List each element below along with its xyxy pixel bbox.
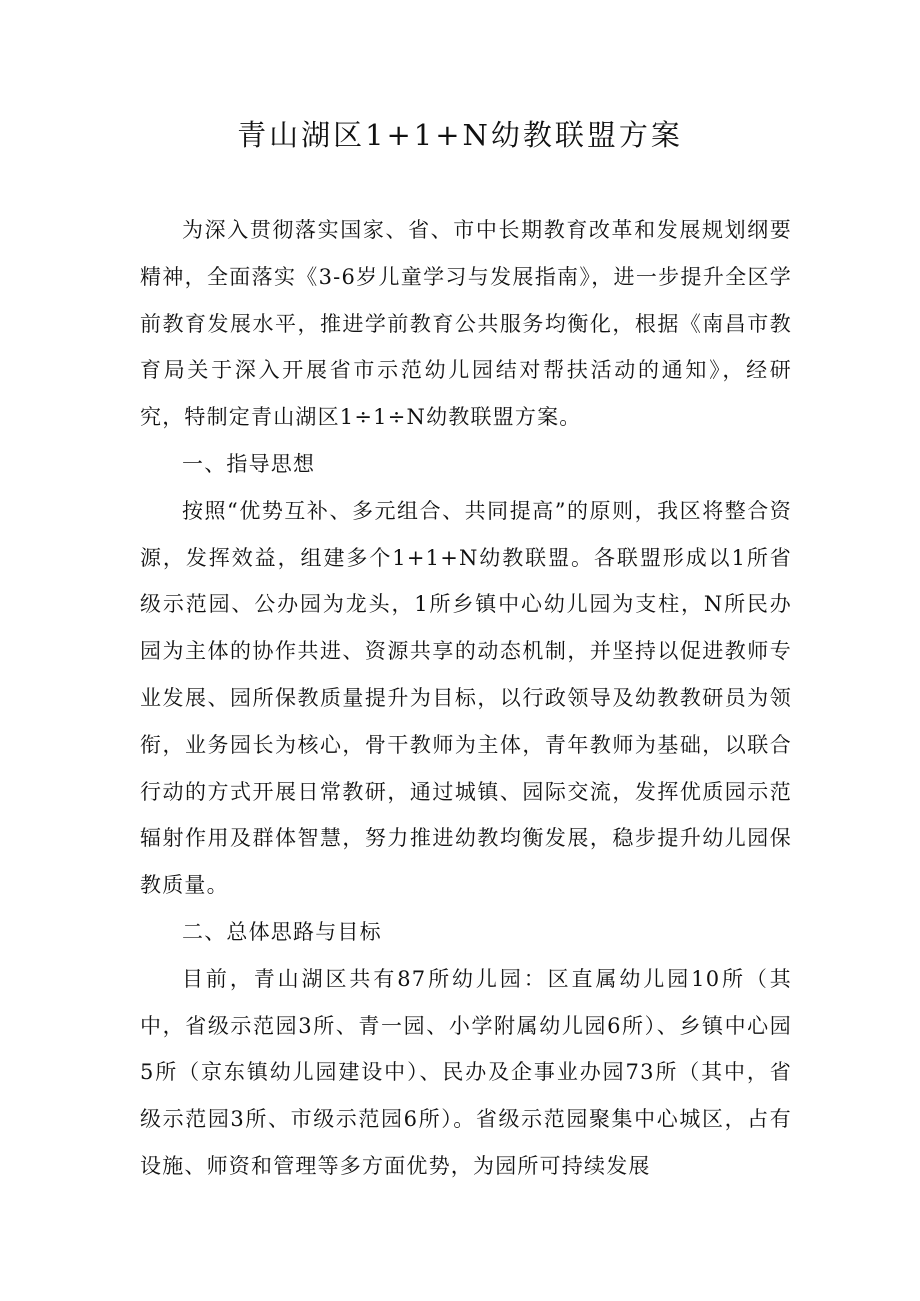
paragraph-current-status: 目前，青山湖区共有87所幼儿园：区直属幼儿园10所（其中，省级示范园3所、青一园、小学附属幼儿园6所）、乡镇中心园5所（京东镇幼儿园建设中）、民办及企事业办园73所（其中，省级示范园3所、市级示范园6所）。省级示范园聚集中心城区，占有设施、师资和管理等多方面优势，为园所可持续发展 <box>140 966 792 1178</box>
document-body <box>140 207 792 1190</box>
paragraph-guiding-ideology: 按照“优势互补、多元组合、共同提高”的原则，我区将整合资源，发挥效益，组建多个1+1+N幼教联盟。各联盟形成以1所省级示范园、公办园为龙头，1所乡镇中心幼儿园为支柱，N所民办园为主体的协作共进、资源共享的动态机制，并坚持以促进教师专业发展、园所保教质量提升为目标，以行政领导及幼教教研员为领衔，业务园长为核心，骨干教师为主体，青年教师为基础，以联合行动的方式开展日常教研，通过城镇、园际交流，发挥优质园示范辐射作用及群体智慧，努力推进幼教均衡发展，稳步提升幼儿园保教质量。 <box>140 498 792 898</box>
section-heading-overall-approach: 二、总体思路与目标 <box>182 919 382 944</box>
paragraph-intro: 为深入贯彻落实国家、省、市中长期教育改革和发展规划纲要精神，全面落实《3-6岁儿童学习与发展指南》，进一步提升全区学前教育发展水平，推进学前教育公共服务均衡化，根据《南昌市教育局关于深入开展省市示范幼儿园结对帮扶活动的通知》，经研究，特制定青山湖区1÷1÷N幼教联盟方案。 <box>140 218 792 430</box>
section-heading-guiding-ideology: 一、指导思想 <box>182 451 316 476</box>
document-title: 青山湖区1+1+N幼教联盟方案 <box>237 118 683 152</box>
